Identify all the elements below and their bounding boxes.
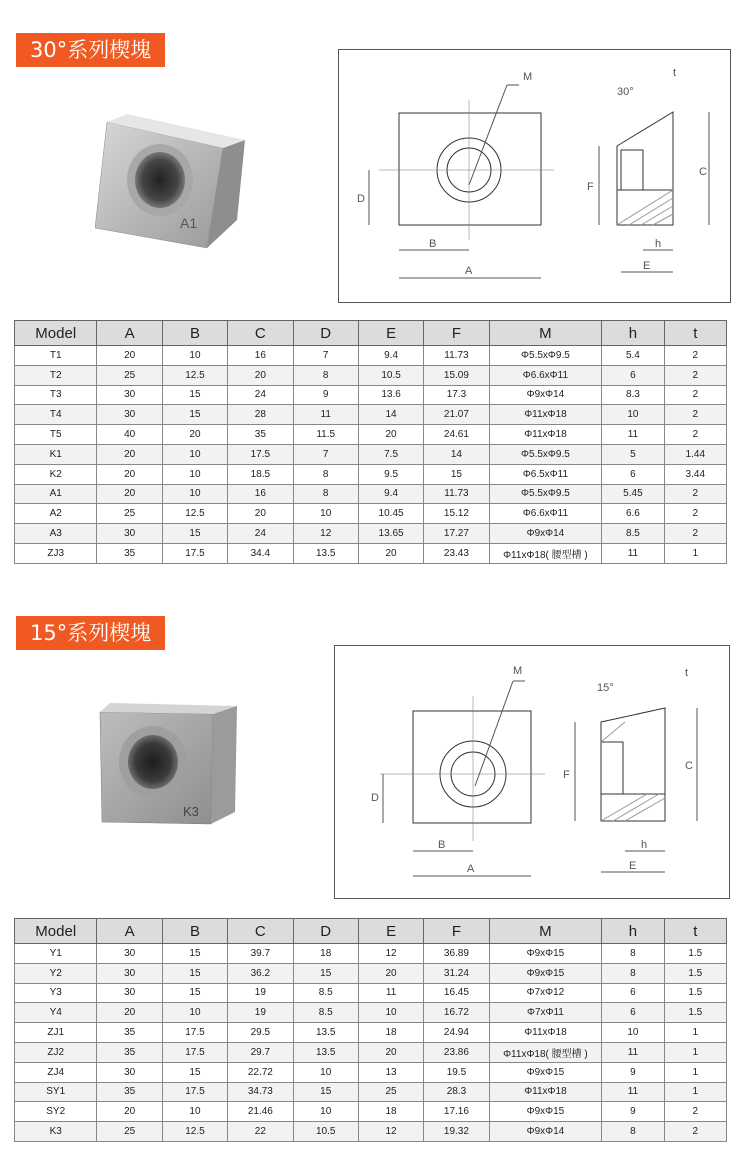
table-cell: 7.5 xyxy=(358,444,423,464)
table-cell: 15.09 xyxy=(424,365,489,385)
section-title-15: 15°系列楔塊 xyxy=(16,616,165,650)
table-cell: 10 xyxy=(602,405,664,425)
table-cell: 20 xyxy=(358,1042,423,1062)
table-cell: 12 xyxy=(293,524,358,544)
table-cell: 21.07 xyxy=(424,405,489,425)
table-cell: 2 xyxy=(664,405,726,425)
table-cell: 35 xyxy=(228,425,293,445)
table-cell: 21.46 xyxy=(228,1102,293,1122)
table-cell: 7 xyxy=(293,346,358,366)
table-cell: 15 xyxy=(162,983,227,1003)
dim-label-a: A xyxy=(467,863,475,875)
header-d: D xyxy=(293,919,358,944)
table-cell: 6 xyxy=(602,365,664,385)
header-m: M xyxy=(489,321,602,346)
table-cell: Φ9xΦ15 xyxy=(489,1102,602,1122)
dim-label-c: C xyxy=(685,760,693,772)
table-row xyxy=(15,963,727,983)
table-cell: 15.12 xyxy=(424,504,489,524)
table-cell: Φ9xΦ15 xyxy=(489,944,602,964)
table-cell: 10 xyxy=(293,1102,358,1122)
table-cell: A3 xyxy=(15,524,97,544)
table-cell: 10 xyxy=(358,1003,423,1023)
table-cell: Y1 xyxy=(15,944,97,964)
table-row xyxy=(15,1102,727,1122)
table-cell: T4 xyxy=(15,405,97,425)
table-cell: 2 xyxy=(664,484,726,504)
table-cell: 2 xyxy=(664,524,726,544)
table-cell: 19 xyxy=(228,1003,293,1023)
table-cell: 17.5 xyxy=(162,1042,227,1062)
header-b: B xyxy=(162,919,227,944)
table-cell: 13.5 xyxy=(293,1023,358,1043)
table-cell: 11 xyxy=(602,1042,664,1062)
table-cell: 9 xyxy=(293,385,358,405)
table-cell: Φ11xΦ18 xyxy=(489,1023,602,1043)
table-row xyxy=(15,944,727,964)
dim-label-d: D xyxy=(357,193,365,205)
header-m: M xyxy=(489,919,602,944)
table-cell: 10 xyxy=(162,346,227,366)
table-cell: 11 xyxy=(358,983,423,1003)
table-cell: 30 xyxy=(97,405,162,425)
header-e: E xyxy=(358,321,423,346)
table-cell: 13 xyxy=(358,1062,423,1082)
table-cell: 8.3 xyxy=(602,385,664,405)
table-cell: 12 xyxy=(358,1122,423,1142)
part-label-k3: K3 xyxy=(183,804,199,819)
table-cell: 15 xyxy=(293,1082,358,1102)
table-cell: 11.73 xyxy=(424,346,489,366)
table-row xyxy=(15,1122,727,1142)
table-cell: 1.5 xyxy=(664,983,726,1003)
table-cell: 13.5 xyxy=(293,1042,358,1062)
header-f: F xyxy=(424,919,489,944)
table-cell: Φ11xΦ18 xyxy=(489,1082,602,1102)
dim-label-t: t xyxy=(673,67,677,79)
table-cell: K1 xyxy=(15,444,97,464)
table-cell: 15 xyxy=(162,385,227,405)
header-h: h xyxy=(602,919,664,944)
table-cell: SY1 xyxy=(15,1082,97,1102)
header-f: F xyxy=(424,321,489,346)
table-cell: 24 xyxy=(228,385,293,405)
table-cell: 11 xyxy=(602,1082,664,1102)
table-cell: 20 xyxy=(358,425,423,445)
table-cell: ZJ4 xyxy=(15,1062,97,1082)
table-cell: Φ7xΦ11 xyxy=(489,1003,602,1023)
dim-label-b: B xyxy=(438,839,446,851)
table-cell: 35 xyxy=(97,1023,162,1043)
header-model: Model xyxy=(15,321,97,346)
table-cell: 29.5 xyxy=(228,1023,293,1043)
table-cell: 8 xyxy=(293,464,358,484)
table-cell: 24.94 xyxy=(424,1023,489,1043)
dim-label-f: F xyxy=(563,769,570,781)
table-row xyxy=(15,524,727,544)
table-cell: T1 xyxy=(15,346,97,366)
table-cell: 1 xyxy=(664,1023,726,1043)
table-cell: 17.5 xyxy=(228,444,293,464)
table-cell: 10 xyxy=(293,1062,358,1082)
table-cell: Φ5.5xΦ9.5 xyxy=(489,484,602,504)
table-cell: 6 xyxy=(602,464,664,484)
table-cell: 15 xyxy=(162,524,227,544)
table-cell: Φ11xΦ18 xyxy=(489,425,602,445)
table-cell: 9.5 xyxy=(358,464,423,484)
dim-label-d: D xyxy=(371,792,379,804)
table-cell: 10.5 xyxy=(293,1122,358,1142)
table-cell: 10.5 xyxy=(358,365,423,385)
table-row xyxy=(15,464,727,484)
table-cell: 10 xyxy=(162,1102,227,1122)
table-row xyxy=(15,543,727,563)
table-cell: 23.43 xyxy=(424,543,489,563)
table-row xyxy=(15,983,727,1003)
table-cell: Φ6.6xΦ11 xyxy=(489,365,602,385)
table-cell: T3 xyxy=(15,385,97,405)
table-cell: Φ7xΦ12 xyxy=(489,983,602,1003)
table-cell: 6.6 xyxy=(602,504,664,524)
table-cell: 8 xyxy=(602,1122,664,1142)
table-cell: Φ11xΦ18 xyxy=(489,405,602,425)
table-cell: 5 xyxy=(602,444,664,464)
table-cell: 18.5 xyxy=(228,464,293,484)
table-row xyxy=(15,444,727,464)
table-cell: 8.5 xyxy=(293,983,358,1003)
table-cell: 17.5 xyxy=(162,543,227,563)
wedge-block-photo-15 xyxy=(95,700,245,830)
table-row xyxy=(15,504,727,524)
table-cell: 25 xyxy=(97,504,162,524)
table-cell: 11.5 xyxy=(293,425,358,445)
table-cell: 30 xyxy=(97,524,162,544)
header-b: B xyxy=(162,321,227,346)
table-row xyxy=(15,1042,727,1062)
table-row xyxy=(15,405,727,425)
table-cell: 19.5 xyxy=(424,1062,489,1082)
table-cell: 11 xyxy=(602,425,664,445)
table-cell: 28.3 xyxy=(424,1082,489,1102)
table-cell: 30 xyxy=(97,385,162,405)
table-cell: Y2 xyxy=(15,963,97,983)
header-c: C xyxy=(228,321,293,346)
table-cell: 16.45 xyxy=(424,983,489,1003)
table-cell: ZJ3 xyxy=(15,543,97,563)
table-cell: 11 xyxy=(293,405,358,425)
table-cell: 35 xyxy=(97,543,162,563)
table-cell: 8 xyxy=(293,484,358,504)
header-c: C xyxy=(228,919,293,944)
table-cell: 25 xyxy=(97,1122,162,1142)
spec-table-30 xyxy=(14,320,727,564)
dim-label-b: B xyxy=(429,238,437,250)
table-cell: 1 xyxy=(664,543,726,563)
dim-label-h: h xyxy=(641,839,648,851)
table-cell: 8.5 xyxy=(293,1003,358,1023)
table-row xyxy=(15,1062,727,1082)
part-label-a1: A1 xyxy=(180,215,198,231)
table-cell: 2 xyxy=(664,504,726,524)
table-row xyxy=(15,1003,727,1023)
table-cell: 10.45 xyxy=(358,504,423,524)
table-cell: 30 xyxy=(97,983,162,1003)
table-cell: 1 xyxy=(664,1082,726,1102)
header-a: A xyxy=(97,919,162,944)
table-cell: 16 xyxy=(228,346,293,366)
table-cell: 20 xyxy=(97,484,162,504)
dim-label-m: M xyxy=(523,71,533,83)
table-cell: 6 xyxy=(602,1003,664,1023)
table-cell: 20 xyxy=(228,365,293,385)
dim-label-f: F xyxy=(587,181,594,193)
table-cell: 1.44 xyxy=(664,444,726,464)
section-title-30: 30°系列楔塊 xyxy=(16,33,165,67)
table-cell: 12.5 xyxy=(162,1122,227,1142)
table-cell: 1 xyxy=(664,1062,726,1082)
table-cell: 30 xyxy=(97,963,162,983)
table-cell: 2 xyxy=(664,1122,726,1142)
table-cell: 12 xyxy=(358,944,423,964)
table-cell: Φ9xΦ14 xyxy=(489,1122,602,1142)
table-cell: 17.5 xyxy=(162,1023,227,1043)
table-row xyxy=(15,365,727,385)
table-cell: 20 xyxy=(97,346,162,366)
table-cell: 9 xyxy=(602,1062,664,1082)
header-model: Model xyxy=(15,919,97,944)
header-d: D xyxy=(293,321,358,346)
table-cell: Φ11xΦ18( 腰型槽 ) xyxy=(489,1042,602,1062)
table-cell: 8 xyxy=(293,365,358,385)
table-cell: 13.6 xyxy=(358,385,423,405)
table-cell: 25 xyxy=(358,1082,423,1102)
table-cell: 28 xyxy=(228,405,293,425)
table-cell: 36.2 xyxy=(228,963,293,983)
table-cell: 19.32 xyxy=(424,1122,489,1142)
table-cell: SY2 xyxy=(15,1102,97,1122)
table-cell: 8 xyxy=(602,963,664,983)
table-header-row xyxy=(15,919,727,944)
table-cell: 20 xyxy=(358,963,423,983)
table-cell: 12.5 xyxy=(162,365,227,385)
table-row xyxy=(15,1023,727,1043)
table-cell: 16 xyxy=(228,484,293,504)
table-cell: 15 xyxy=(424,464,489,484)
table-cell: 16.72 xyxy=(424,1003,489,1023)
table-row xyxy=(15,1082,727,1102)
table-cell: 6 xyxy=(602,983,664,1003)
table-cell: 9 xyxy=(602,1102,664,1122)
dim-label-m: M xyxy=(513,665,523,677)
table-cell: 35 xyxy=(97,1042,162,1062)
technical-drawing-30 xyxy=(338,49,731,303)
table-cell: 2 xyxy=(664,346,726,366)
dim-label-e: E xyxy=(643,260,651,272)
table-cell: 10 xyxy=(293,504,358,524)
dim-label-angle: 15° xyxy=(597,682,614,694)
table-cell: 1.5 xyxy=(664,1003,726,1023)
table-cell: 17.27 xyxy=(424,524,489,544)
dim-label-a: A xyxy=(465,265,473,277)
table-cell: 1.5 xyxy=(664,944,726,964)
table-cell: 18 xyxy=(293,944,358,964)
table-cell: 2 xyxy=(664,385,726,405)
table-cell: 30 xyxy=(97,944,162,964)
table-cell: 20 xyxy=(162,425,227,445)
table-cell: 15 xyxy=(162,963,227,983)
table-cell: 20 xyxy=(228,504,293,524)
table-cell: 2 xyxy=(664,425,726,445)
table-cell: K2 xyxy=(15,464,97,484)
table-cell: 25 xyxy=(97,365,162,385)
table-cell: 17.16 xyxy=(424,1102,489,1122)
table-cell: 35 xyxy=(97,1082,162,1102)
header-e: E xyxy=(358,919,423,944)
table-cell: Φ5.5xΦ9.5 xyxy=(489,346,602,366)
table-cell: 15 xyxy=(162,1062,227,1082)
table-cell: T5 xyxy=(15,425,97,445)
table-cell: 15 xyxy=(162,405,227,425)
table-cell: Φ9xΦ14 xyxy=(489,385,602,405)
header-h: h xyxy=(602,321,664,346)
table-cell: 10 xyxy=(162,1003,227,1023)
table-cell: 9.4 xyxy=(358,346,423,366)
table-cell: 30 xyxy=(97,1062,162,1082)
header-t: t xyxy=(664,919,726,944)
table-row xyxy=(15,346,727,366)
table-cell: 40 xyxy=(97,425,162,445)
table-cell: 36.89 xyxy=(424,944,489,964)
table-cell: 1 xyxy=(664,1042,726,1062)
table-row xyxy=(15,385,727,405)
table-cell: A2 xyxy=(15,504,97,524)
table-cell: K3 xyxy=(15,1122,97,1142)
spec-table-15 xyxy=(14,918,727,1142)
table-cell: Φ9xΦ14 xyxy=(489,524,602,544)
table-cell: Φ6.5xΦ11 xyxy=(489,464,602,484)
table-cell: 1.5 xyxy=(664,963,726,983)
table-cell: 24 xyxy=(228,524,293,544)
table-cell: 11 xyxy=(602,543,664,563)
table-cell: 17.3 xyxy=(424,385,489,405)
table-cell: Y3 xyxy=(15,983,97,1003)
table-cell: Φ6.6xΦ11 xyxy=(489,504,602,524)
table-cell: 15 xyxy=(293,963,358,983)
table-header-row xyxy=(15,321,727,346)
table-cell: Φ9xΦ15 xyxy=(489,963,602,983)
wedge-block-photo-30 xyxy=(95,110,255,260)
table-cell: ZJ1 xyxy=(15,1023,97,1043)
table-cell: 12.5 xyxy=(162,504,227,524)
header-t: t xyxy=(664,321,726,346)
table-cell: 14 xyxy=(424,444,489,464)
table-cell: 34.4 xyxy=(228,543,293,563)
table-cell: 20 xyxy=(97,464,162,484)
header-a: A xyxy=(97,321,162,346)
table-cell: 5.45 xyxy=(602,484,664,504)
table-cell: 23.86 xyxy=(424,1042,489,1062)
table-cell: 10 xyxy=(162,444,227,464)
technical-drawing-15 xyxy=(334,645,730,899)
table-cell: 17.5 xyxy=(162,1082,227,1102)
table-cell: 15 xyxy=(162,944,227,964)
table-cell: 10 xyxy=(162,464,227,484)
table-row xyxy=(15,484,727,504)
table-cell: 31.24 xyxy=(424,963,489,983)
table-cell: 10 xyxy=(602,1023,664,1043)
table-cell: 3.44 xyxy=(664,464,726,484)
table-cell: 18 xyxy=(358,1102,423,1122)
dim-label-h: h xyxy=(655,238,662,250)
table-cell: 22.72 xyxy=(228,1062,293,1082)
table-cell: 5.4 xyxy=(602,346,664,366)
table-cell: 8.5 xyxy=(602,524,664,544)
table-cell: 20 xyxy=(358,543,423,563)
table-cell: 14 xyxy=(358,405,423,425)
table-cell: 24.61 xyxy=(424,425,489,445)
table-cell: 20 xyxy=(97,1102,162,1122)
table-row xyxy=(15,425,727,445)
table-cell: 7 xyxy=(293,444,358,464)
dim-label-e: E xyxy=(629,860,637,872)
table-cell: 20 xyxy=(97,1003,162,1023)
table-cell: 10 xyxy=(162,484,227,504)
table-cell: 29.7 xyxy=(228,1042,293,1062)
table-cell: ZJ2 xyxy=(15,1042,97,1062)
table-cell: 9.4 xyxy=(358,484,423,504)
table-cell: 13.65 xyxy=(358,524,423,544)
table-cell: 8 xyxy=(602,944,664,964)
table-cell: T2 xyxy=(15,365,97,385)
table-cell: 2 xyxy=(664,365,726,385)
table-cell: 13.5 xyxy=(293,543,358,563)
dim-label-angle: 30° xyxy=(617,86,634,98)
table-cell: 34.73 xyxy=(228,1082,293,1102)
table-cell: Φ5.5xΦ9.5 xyxy=(489,444,602,464)
table-cell: Φ9xΦ15 xyxy=(489,1062,602,1082)
table-cell: Y4 xyxy=(15,1003,97,1023)
table-cell: 22 xyxy=(228,1122,293,1142)
table-cell: 39.7 xyxy=(228,944,293,964)
table-cell: 18 xyxy=(358,1023,423,1043)
table-cell: 11.73 xyxy=(424,484,489,504)
dim-label-c: C xyxy=(699,166,707,178)
table-cell: 20 xyxy=(97,444,162,464)
table-cell: 2 xyxy=(664,1102,726,1122)
table-cell: 19 xyxy=(228,983,293,1003)
table-cell: Φ11xΦ18( 腰型槽 ) xyxy=(489,543,602,563)
dim-label-t: t xyxy=(685,667,689,679)
table-cell: A1 xyxy=(15,484,97,504)
